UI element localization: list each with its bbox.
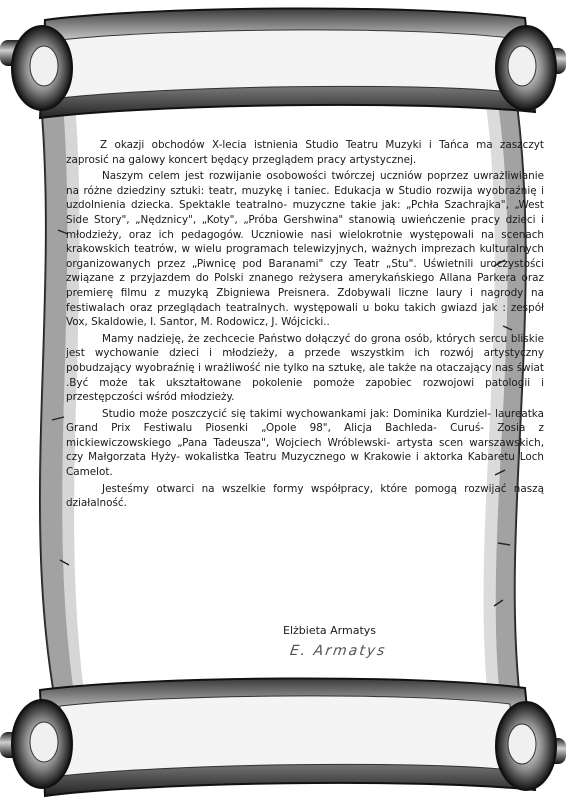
letter-paragraph-alumni: Studio może poszczycić się takimi wychowankami jak: Dominika Kurdziel- laureatka Grand Prix Festiwalu Piosenki „Opole 98", Alicja Bachleda- Curuś- Zosia z mickiewiczowskiego „Pana Tadeusza", Wojciech Wróblewski- artysta scen warszawskich, czy Małgorzata Hyży- wokalistka Teatru Muzycznego w Krakowie i aktorka Kabaretu Loch Camelot. (66, 407, 544, 479)
top-scroll-roll (0, 8, 566, 118)
letter-paragraph-hope: Mamy nadzieję, że zechcecie Państwo dołączyć do grona osób, których sercu bliskie jest wychowanie dzieci i młodzieży, a przede wszystkim ich rozwój artystyczny pobudzający wyobraźnię i wrażliwość nie tylko na sztukę, ale także na otaczający nas świat .Być może tak ukształtowane pokolenie pomoże zapobiec rozwojowi patologii i przestępczości wśród młodzieży. (66, 332, 544, 404)
letter-paragraph-intro: Z okazji obchodów X-lecia istnienia Studio Teatru Muzyki i Tańca ma zaszczyt zaprosić na galowy koncert będący przeglądem pracy artystycznej. (66, 139, 544, 166)
signatory-name: Elżbieta Armatys (283, 624, 377, 637)
letter-paragraph-cooperation: Jesteśmy otwarci na wszelkie formy współpracy, które pomogą rozwijać naszą działalność. (66, 482, 544, 510)
invitation-letter (66, 138, 544, 513)
letter-paragraph-goals: Naszym celem jest rozwijanie osobowości twórczej uczniów poprzez uwrażliwianie na różne dziedziny sztuki: teatr, muzykę i taniec. Edukacja w Studio rozwija wyobraźnię i uzdolnienia dziecka. Spektakle teatralno- muzyczne takie jak: „Pchła Szachrajka", „West Side Story", „Nędznicy", „Koty", „Próba Gershwina" stanowią uwieńczenie pracy dzieci i młodzieży, oraz ich pedagogów. Uczniowie nasi wielokrotnie występowali na scenach krakowskich teatrów, w wielu programach telewizyjnych, ważnych imprezach kulturalnych organizowanych przez „Piwnicę pod Baranami" czy Teatr „Stu". Uświetnili uroczystości związane z przyjazdem do Polski znanego reżysera amerykańskiego Allana Parkera oraz premierę filmu z muzyką Zbigniewa Preisnera. Zdobywali liczne laury i nagrody na festiwalach oraz przeglądach teatralnych. występowali u boku takich gwiazd jak : zespół Vox, Skaldowie, I. Santor, M. Rodowicz, J. Wójcicki.. (66, 170, 544, 329)
handwritten-signature: E. Armatys (288, 643, 388, 659)
bottom-scroll-roll (0, 678, 566, 796)
